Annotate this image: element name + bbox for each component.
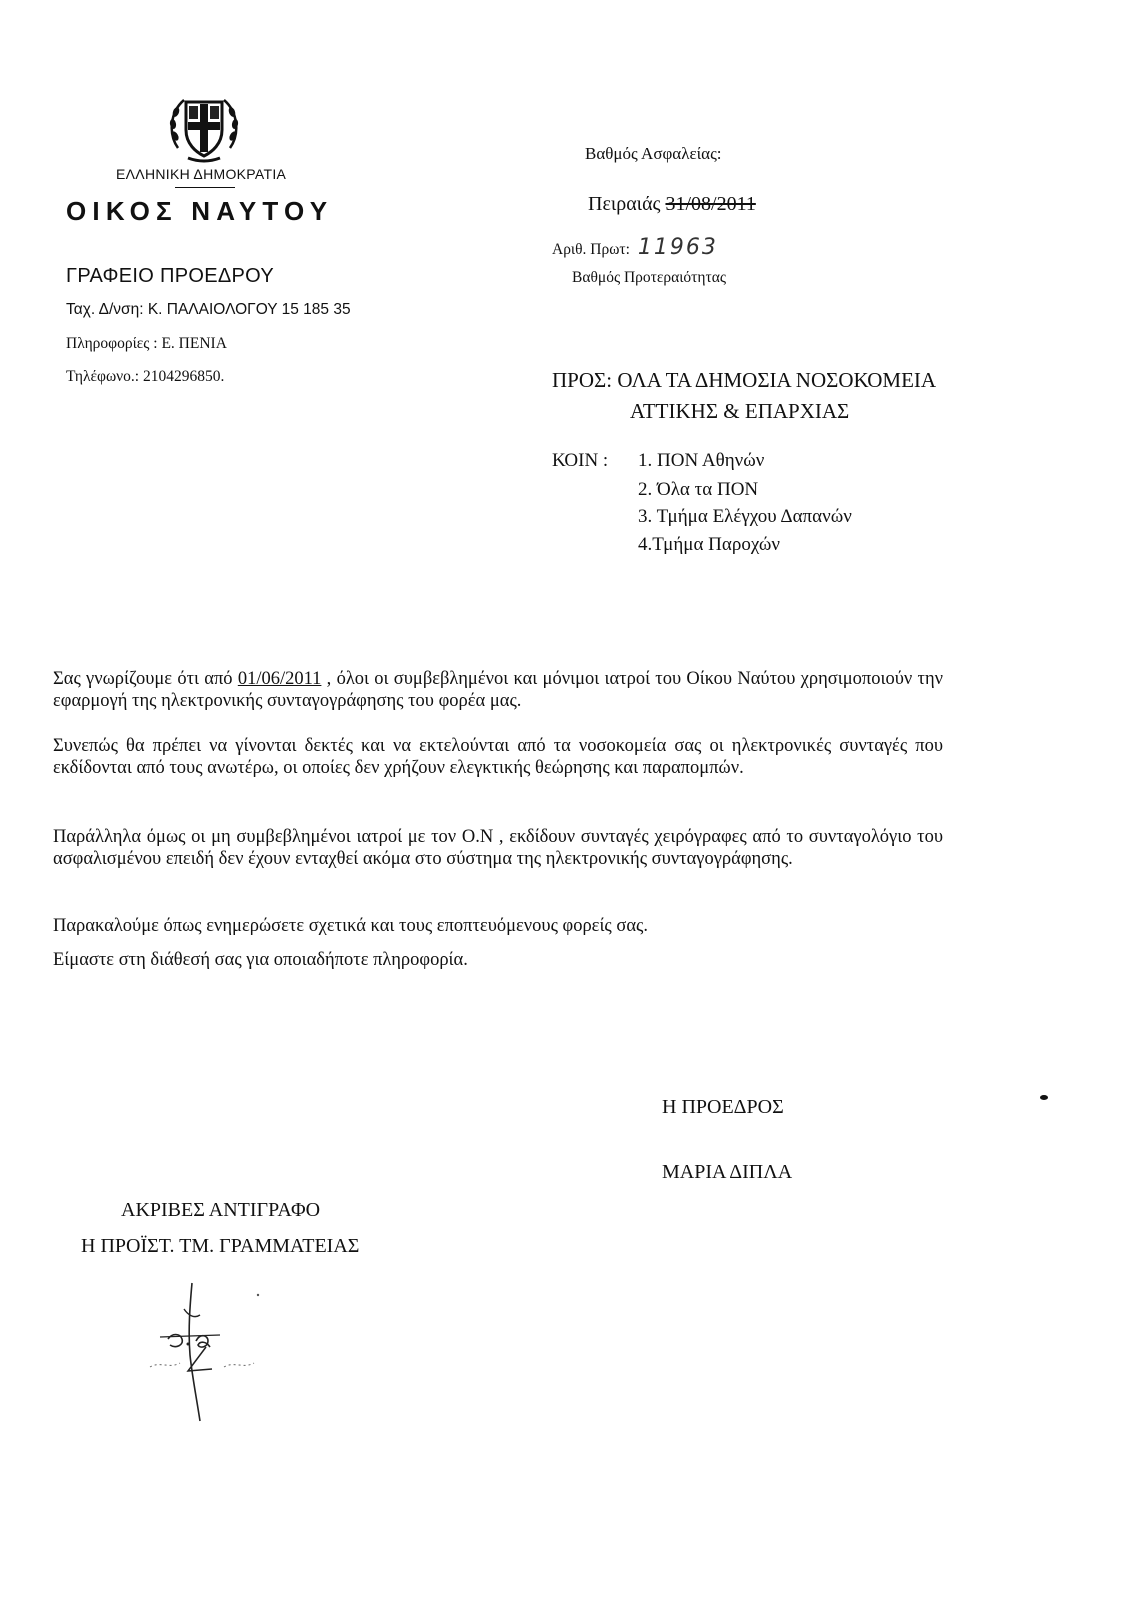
secretariat-head-label: Η ΠΡΟΪΣΤ. ΤΜ. ΓΡΑΜΜΑΤΕΙΑΣ bbox=[81, 1235, 360, 1257]
recipient-to: ΠΡΟΣ: ΟΛΑ ΤΑ ΔΗΜΟΣΙΑ ΝΟΣΟΚΟΜΕΙΑ bbox=[552, 368, 937, 392]
paragraph-text: Σας γνωρίζουμε ότι από bbox=[53, 669, 238, 689]
paragraph-text: , όλοι οι συμβεβλημένοι και μόνιμοι ιατροί του Οίκου Ναύτου χρησιμοποιούν την εφαρμογή της ηλεκτρονικής συνταγογράφησης του φορέα μας. bbox=[53, 669, 943, 711]
cc-label: ΚΟΙΝ : bbox=[552, 450, 609, 471]
cc-item: 1. ΠΟΝ Αθηνών bbox=[638, 450, 765, 471]
office-name: ΓΡΑΦΕΙΟ ΠΡΟΕΔΡΟΥ bbox=[66, 265, 275, 287]
date: 31/08/2011 bbox=[665, 193, 756, 215]
protocol-label: Αριθ. Πρωτ: bbox=[552, 241, 630, 258]
republic-divider bbox=[175, 187, 235, 188]
security-grade: Βαθμός Ασφαλείας: bbox=[585, 144, 722, 163]
handwritten-signature bbox=[140, 1275, 290, 1425]
body-paragraph bbox=[53, 668, 943, 712]
recipient-to-line2: ΑΤΤΙΚΗΣ & ΕΠΑΡΧΙΑΣ bbox=[630, 399, 850, 423]
president-name: ΜΑΡΙΑ ΔΙΠΛΑ bbox=[662, 1161, 793, 1183]
cc-item: 4.Τμήμα Παροχών bbox=[638, 534, 780, 555]
address-line: Ταχ. Δ/νση: Κ. ΠΑΛΑΙΟΛΟΓΟΥ 15 185 35 bbox=[66, 301, 351, 318]
body-paragraph: Συνεπώς θα πρέπει να γίνονται δεκτές και να εκτελούνται από τα νοσοκομεία σας οι ηλεκτρονικές συνταγές που εκδίδονται από τους ανωτέρω, οι οποίες δεν χρήζουν ελεγκτικής θεώρησης και παραπομπών. bbox=[53, 736, 943, 778]
ink-mark bbox=[1040, 1095, 1048, 1100]
place: Πειραιάς bbox=[588, 193, 661, 215]
cc-item: 3. Τμήμα Ελέγχου Δαπανών bbox=[638, 506, 852, 527]
effective-date: 01/06/2011 bbox=[237, 669, 322, 689]
body-paragraph: Είμαστε στη διάθεσή σας για οποιαδήποτε πληροφορία. bbox=[53, 950, 468, 970]
coat-of-arms-icon bbox=[166, 88, 242, 164]
priority-grade: Βαθμός Προτεραιότητας bbox=[572, 269, 726, 286]
president-title: Η ΠΡΟΕΔΡΟΣ bbox=[662, 1096, 784, 1118]
body-paragraph: Παρακαλούμε όπως ενημερώσετε σχετικά και τους εποπτευόμενους φορείς σας. bbox=[53, 916, 648, 936]
body-paragraph: Παράλληλα όμως οι μη συμβεβλημένοι ιατροί με τον Ο.Ν , εκδίδουν συνταγές χειρόγραφες από το συνταγολόγιο του ασφαλισμένου επειδή δεν έχουν ενταχθεί ακόμα στο σύστημα της ηλεκτρονικής συνταγογράφησης. bbox=[53, 827, 943, 869]
true-copy-label: ΑΚΡΙΒΕΣ ΑΝΤΙΓΡΑΦΟ bbox=[121, 1199, 321, 1221]
phone-line: Τηλέφωνο.: 2104296850. bbox=[66, 368, 225, 385]
organization-name: ΟΙΚΟΣ ΝΑΥΤΟΥ bbox=[66, 196, 334, 226]
place-date bbox=[588, 193, 756, 216]
info-line: Πληροφορίες : Ε. ΠΕΝΙΑ bbox=[66, 335, 227, 352]
cc-item: 2. Όλα τα ΠΟΝ bbox=[638, 479, 759, 500]
republic-label: ΕΛΛΗΝΙΚΗ ΔΗΜΟΚΡΑΤΙΑ bbox=[116, 166, 287, 182]
protocol-number bbox=[552, 235, 718, 260]
protocol-handwritten: 11963 bbox=[637, 235, 718, 260]
